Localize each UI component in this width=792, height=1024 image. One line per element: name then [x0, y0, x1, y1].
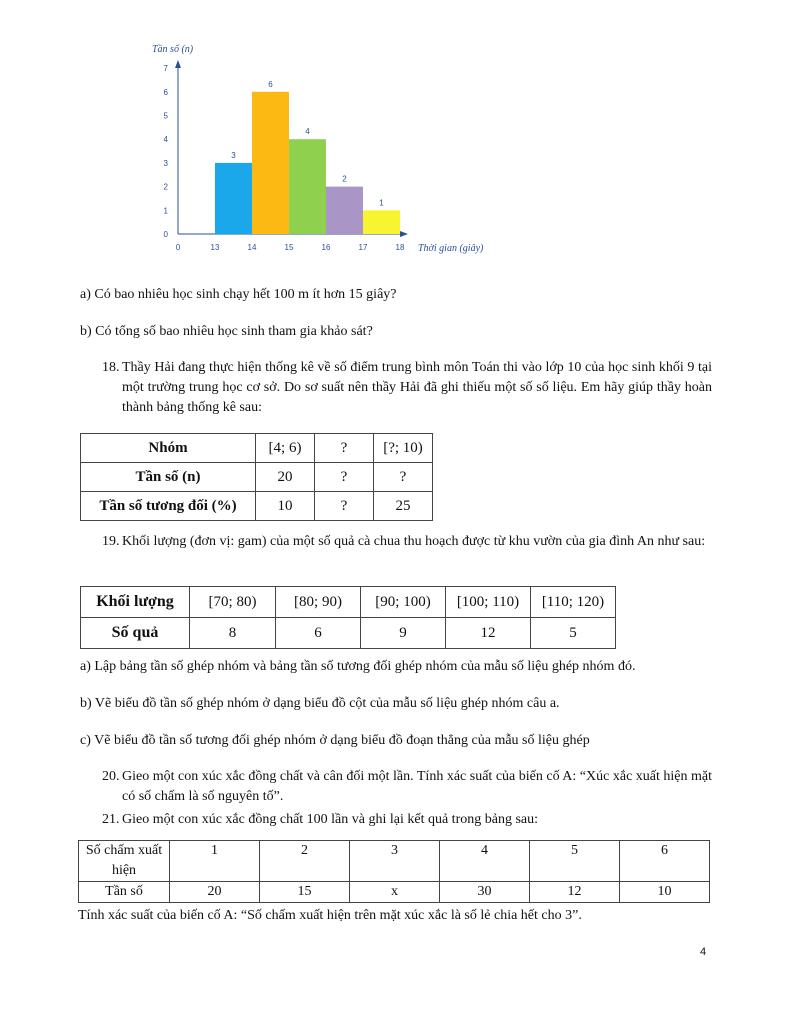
bar-value-label: 2: [342, 174, 347, 184]
table-cell: 6: [276, 618, 361, 649]
y-tick-label: 1: [163, 206, 168, 216]
table-cell: ?: [315, 434, 374, 463]
table-row: [81, 434, 433, 463]
table-cell: 1: [170, 841, 260, 882]
question-21-followup: Tính xác suất của biến cố A: “Số chấm xuất hiện trên mặt xúc xắc là số lẻ chia hết cho 3”.: [78, 908, 582, 923]
question-21: [102, 810, 712, 830]
question-19c: c) Vẽ biểu đồ tần số tương đối ghép nhóm ở dạng biểu đồ đoạn thẳng của mẫu số liệu ghép: [80, 733, 590, 748]
table-cell: 2: [260, 841, 350, 882]
histogram-bar: [252, 92, 289, 234]
x-tick-label: 16: [321, 243, 331, 252]
table-19: [80, 586, 616, 649]
table-header-cell: Tần số (n): [81, 463, 256, 492]
question-21-number: 21.: [102, 812, 120, 827]
question-20-text: Gieo một con xúc xắc đồng chất và cân đối một lần. Tính xác suất của biến cố A: “Xúc xắc xuất hiện mặt có số chấm là số nguyên tố”.: [122, 769, 712, 804]
bar-value-label: 1: [379, 198, 384, 208]
table-row: [81, 463, 433, 492]
y-tick-label: 4: [163, 135, 168, 145]
table-cell: 25: [374, 492, 433, 521]
x-axis-title: Thời gian (giây): [418, 243, 484, 254]
y-tick-label: 0: [163, 230, 168, 239]
y-axis-arrow: [175, 60, 181, 68]
table-cell: 15: [260, 882, 350, 903]
question-18-text: Thầy Hải đang thực hiện thống kê về số điểm trung bình môn Toán thi vào lớp 10 của học sinh khối 9 tại một trường trung học cơ sở. Do sơ suất nên thầy Hải đã ghi thiếu một số số liệu. Em hãy giúp thầy hoàn thành bảng thống kê sau:: [122, 360, 712, 415]
table-cell: 12: [530, 882, 620, 903]
bar-value-label: 3: [231, 150, 236, 160]
table-cell: 12: [446, 618, 531, 649]
question-18: [102, 358, 712, 418]
table-cell: ?: [315, 463, 374, 492]
table-cell: [100; 110): [446, 587, 531, 618]
table-cell: [110; 120): [531, 587, 616, 618]
table-row: [79, 882, 710, 903]
question-20-number: 20.: [102, 769, 120, 784]
histogram-bar: [215, 163, 252, 234]
question-19a: a) Lập bảng tần số ghép nhóm và bảng tần số tương đối ghép nhóm của mẫu số liệu ghép nhóm đó.: [80, 659, 636, 674]
table-cell: 9: [361, 618, 446, 649]
table-header-cell: Tần số tương đối (%): [81, 492, 256, 521]
y-tick-label: 3: [163, 158, 168, 168]
y-tick-label: 6: [163, 87, 168, 97]
table-cell: 5: [530, 841, 620, 882]
x-tick-label: 0: [175, 243, 181, 252]
question-19b: b) Vẽ biểu đồ tần số ghép nhóm ở dạng biểu đồ cột của mẫu số liệu ghép nhóm câu a.: [80, 696, 560, 711]
question-20: [102, 767, 712, 807]
table-cell: x: [350, 882, 440, 903]
question-b: b) Có tổng số bao nhiêu học sinh tham gia khảo sát?: [80, 324, 373, 339]
table-cell: 8: [190, 618, 276, 649]
histogram-svg: [140, 38, 510, 260]
question-a: a) Có bao nhiêu học sinh chạy hết 100 m ít hơn 15 giây?: [80, 287, 397, 302]
table-cell: ?: [374, 463, 433, 492]
question-21-text: Gieo một con xúc xắc đồng chất 100 lần và ghi lại kết quả trong bảng sau:: [122, 812, 539, 827]
x-tick-label: 17: [358, 243, 368, 252]
table-cell: 30: [440, 882, 530, 903]
table-row: [81, 618, 616, 649]
table-cell: 4: [440, 841, 530, 882]
y-tick-label: 7: [163, 64, 168, 74]
histogram-bar: [326, 187, 363, 234]
table-row: [81, 492, 433, 521]
page-number: 4: [700, 946, 707, 958]
question-18-number: 18.: [102, 360, 120, 375]
table-cell: 20: [256, 463, 315, 492]
y-axis-title: Tần số (n): [152, 44, 194, 55]
table-cell: 10: [620, 882, 710, 903]
histogram-chart: [140, 38, 510, 260]
table-cell: 3: [350, 841, 440, 882]
table-header-cell: Khối lượng: [81, 587, 190, 618]
question-19: [102, 532, 712, 552]
y-tick-label: 2: [163, 182, 168, 192]
y-tick-label: 5: [163, 111, 168, 121]
question-19-text: Khối lượng (đơn vị: gam) của một số quả cà chua thu hoạch được từ khu vườn của gia đình An như sau:: [122, 534, 706, 549]
bar-value-label: 4: [305, 127, 310, 137]
table-cell: [70; 80): [190, 587, 276, 618]
histogram-bar: [363, 210, 400, 234]
histogram-bar: [289, 139, 326, 234]
x-tick-label: 15: [284, 243, 294, 252]
bar-value-label: 6: [268, 79, 273, 89]
x-tick-label: 14: [247, 243, 257, 252]
x-axis-arrow: [400, 231, 408, 237]
table-header-cell: Nhóm: [81, 434, 256, 463]
table-cell: 10: [256, 492, 315, 521]
table-header-cell: Số chấm xuất hiện: [79, 841, 170, 882]
table-21: [78, 840, 710, 903]
x-tick-label: 13: [210, 243, 220, 252]
table-cell: [4; 6): [256, 434, 315, 463]
table-row: [79, 841, 710, 882]
table-cell: ?: [315, 492, 374, 521]
table-header-cell: Số quả: [81, 618, 190, 649]
table-cell: 20: [170, 882, 260, 903]
table-cell: [?; 10): [374, 434, 433, 463]
table-cell: 5: [531, 618, 616, 649]
table-row: [81, 587, 616, 618]
question-19-number: 19.: [102, 534, 120, 549]
x-tick-label: 18: [395, 243, 405, 252]
table-cell: 6: [620, 841, 710, 882]
table-header-cell: Tần số: [79, 882, 170, 903]
table-cell: [90; 100): [361, 587, 446, 618]
table-18: [80, 433, 433, 521]
table-cell: [80; 90): [276, 587, 361, 618]
